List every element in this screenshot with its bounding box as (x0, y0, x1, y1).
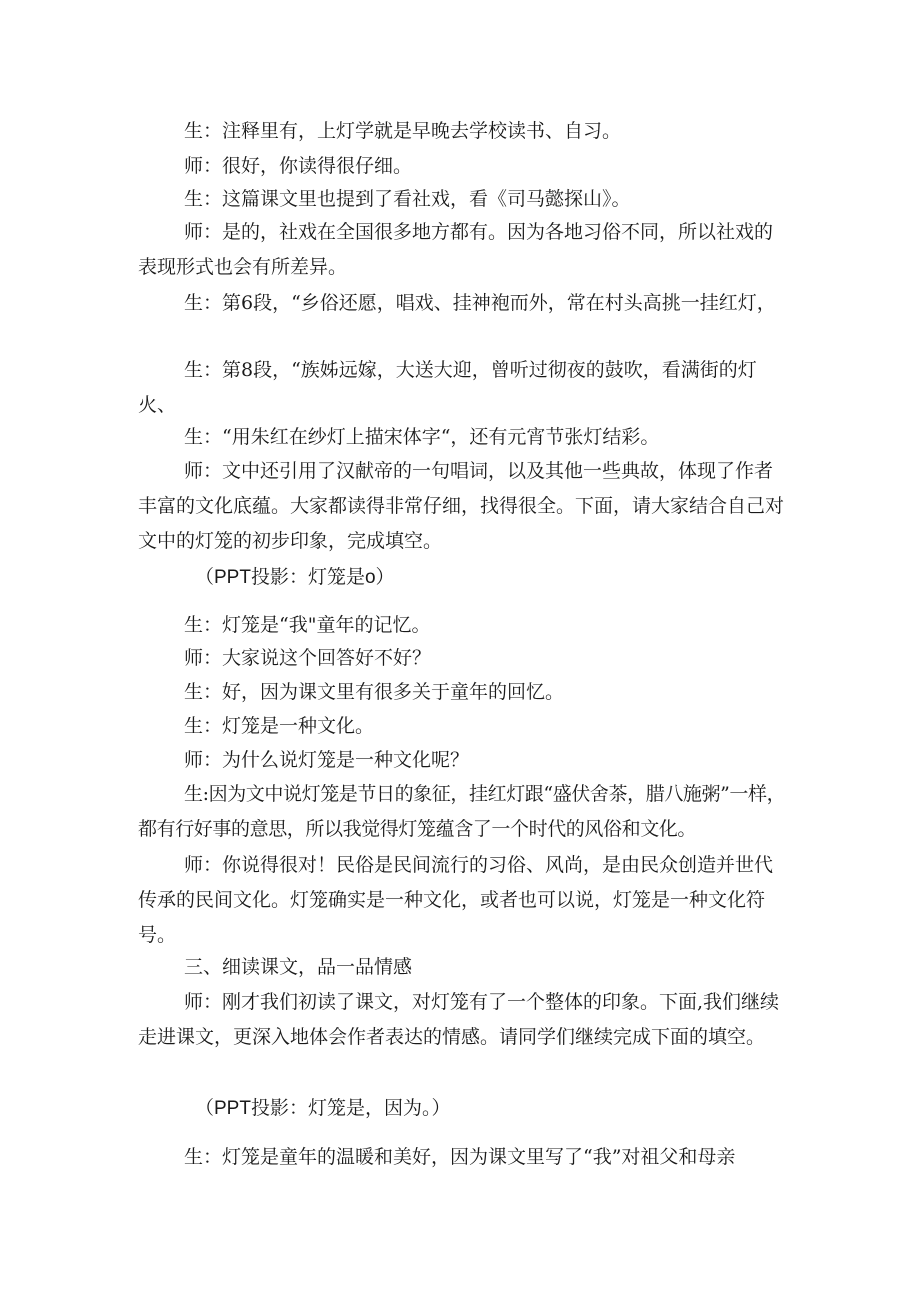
dialogue-line: 生：灯笼是“我"童年的记忆。 (184, 614, 431, 636)
dialogue-line: 生：这篇课文里也提到了看社戏，看《司马懿探山》。 (184, 188, 631, 210)
dialogue-line: 师：刚才我们初读了课文，对灯笼有了一个整体的印象。下面,我们继续走进课文，更深入地体会作者表达的情感。请同学们继续完成下面的填空。 (138, 991, 780, 1048)
dialogue-line: 生：“用朱红在纱灯上描宋体字“，还有元宵节张灯结彩。 (184, 426, 660, 448)
ppt-prompt: （PPT投影：灯笼是，因为。） (195, 1098, 451, 1119)
dialogue-line: 生:因为文中说灯笼是节日的象征，挂红灯跟“盛伏舍茶，腊八施粥”一样，都有行好事的意思，所以我觉得灯笼蕴含了一个时代的风俗和文化。 (138, 783, 786, 840)
dialogue-line: 师：文中还引用了汉献帝的一句唱词，以及其他一些典故，体现了作者丰富的文化底蕴。大家都读得非常仔细，找得很全。下面，请大家结合自己对文中的灯笼的初步印象，完成填空。 (138, 460, 785, 552)
dialogue-line: 师：为什么说灯笼是一种文化呢？ (184, 749, 470, 771)
dialogue-line: 师：大家说这个回答好不好？ (184, 647, 432, 669)
dialogue-line: 生：第8段，“族姊远嫁，大送大迎，曾听过彻夜的鼓吹，看满街的灯火、 (138, 359, 757, 416)
dialogue-line: 生：注释里有，上灯学就是早晚去学校读书、自习。 (184, 120, 622, 142)
dialogue-line: 生：第6段，“乡俗还愿，唱戏、挂神袍而外，常在村头高挑一挂红灯， (184, 292, 776, 314)
dialogue-line: 生：灯笼是童年的温暖和美好，因为课文里写了“我”对祖父和母亲 (184, 1146, 736, 1168)
dialogue-line: 生：灯笼是一种文化。 (184, 715, 375, 737)
dialogue-line: 师：你说得很对！民俗是民间流行的习俗、风尚，是由民众创造并世代传承的民间文化。灯笼确实是一种文化，或者也可以说，灯笼是一种文化符号。 (138, 854, 774, 946)
section-heading: 三、细读课文，品一品情感 (184, 956, 413, 978)
ppt-prompt: （PPT投影：灯笼是o） (195, 567, 395, 588)
dialogue-line: 师：是的，社戏在全国很多地方都有。因为各地习俗不同，所以社戏的表现形式也会有所差异。 (138, 221, 774, 278)
dialogue-line: 师：很好，你读得很仔细。 (184, 155, 413, 177)
dialogue-line: 生：好，因为课文里有很多关于童年的回忆。 (184, 681, 565, 703)
